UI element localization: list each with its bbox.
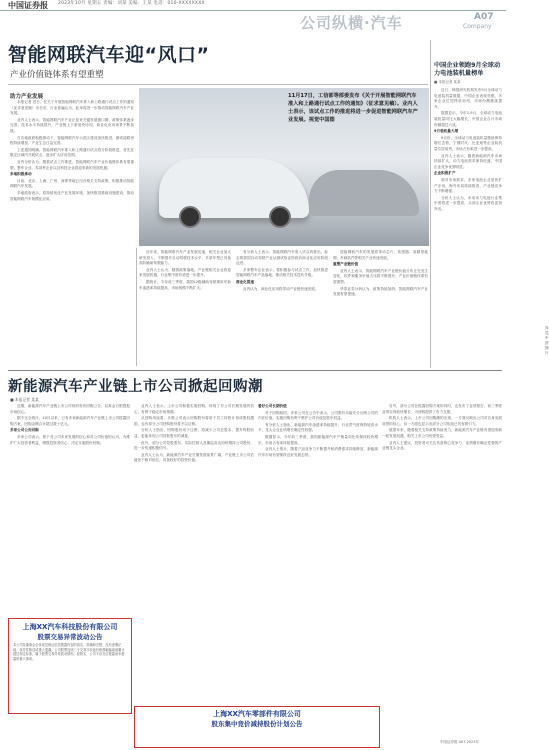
ad-2-company: 上海XX汽车零部件有限公司 xyxy=(213,710,301,718)
second-byline: ■ 本报记者 某某 xyxy=(10,397,39,402)
right-subsection-2: 企业积极扩产 xyxy=(434,171,456,176)
ad-1-body: 本公司及董事会全体成员保证信息披露内容的真实、准确和完整，没有虚假记载、误导性陈述或重大遗漏。公司股票连续三个交易日收盘价格涨幅偏离值累计超过规定标准，属于股票交易异常波动情形。经核实，公司不存在应披露而未披露的重大事项。 xyxy=(13,643,125,661)
second-column-2: 业内人士表示，上市公司积极实施回购，体现了对公司长期发展的信心，有利于稳定市场预期。 从回购用途看，多数公司表示回购股份将用于员工持股计划或股权激励，也有部分公司回购股份将予以注销。 分析人士指出，回购股份用于注销，将减少公司总股本，提升每股收益，更能体现公司回报股东的诚意。 此外，部分公司控股股东、实际控制人及董监高也纷纷增持公司股份，进一步传递积极信号。 业内人士认为，新能源汽车产业长期发展前景广阔，产业链上市公司估值处于相对低位，具备较好的投资价值。 xyxy=(134,404,254,463)
section-title: 公司纵横·汽车 xyxy=(300,14,403,32)
column-divider xyxy=(136,248,137,366)
second-column-1: 近期，新能源汽车产业链上市公司纷纷发布回购公告，以真金白银提振市场信心。 据不完全统计，10月以来，已有多家新能源汽车产业链上市公司披露回购方案，回购金额合计超过数十亿元。 多家公司公告回购 多家公司表示，基于对公司未来发展的信心和对公司价值的认可，为维护广大投资者利益，增强投资者信心，决定实施股份回购。 xyxy=(10,404,130,445)
lead-column-4: 智能网联汽车的发展将带动芯片、传感器、高精度地图、车载软件等相关产业快速发展。 重塑产业链价值 业内人士表示，智能网联汽车产业链价值分布正在发生变化，软件和服务价值占比将不断提升，产业价值链体系有望重塑。 华泰证券分析认为，政策持续加码，智能网联汽车产业发展有望提速。 xyxy=(333,250,428,297)
footer-note: 中国证券报 A07 2023年 xyxy=(440,740,479,744)
grey-car-image xyxy=(309,170,419,216)
subsection-heading-1: 多地积极推动 xyxy=(10,172,32,177)
headline-divider xyxy=(8,84,428,85)
ad-box-1 xyxy=(8,618,132,714)
ad-1-title: 股票交易异常波动公告 xyxy=(37,633,103,641)
right-subsection-1: 9月装机量大增 xyxy=(434,129,459,134)
second-column-3: 看好公司长期价值 对于回购原因，多家公司在公告中表示，公司股价未能充分反映公司的内在价值，实施回购有利于维护公司价值及股东权益。 有分析人士指出，新能源汽车渗透率持续提升，行业景气度保持较高水平，龙头企业业绩增长确定性较强。 数据显示，今年前三季度，我国新能源汽车产销量同比均保持较快增长，市场占有率持续提高。 业内人士预计，随着产品竞争力不断提升和消费需求持续释放，新能源汽车市场有望保持良好发展态势。 xyxy=(258,404,378,457)
masthead: 中国证券报 xyxy=(8,0,48,10)
car-wheel xyxy=(269,206,291,228)
subsection-heading-2: 商业化提速 xyxy=(236,279,254,284)
lead-column-3: 有分析人士表示，智能网联汽车准入试点的推出，标志着我国自动驾驶产业从测试验证阶段向商业化应用阶段迈进。 多家整车企业表示，将积极参与试点工作，加快推进智能网联汽车产品落地，推动相关技术迭代升级。 商业化提速 业内认为，商业化应用将带动产业链快速发展。 xyxy=(236,250,328,291)
subsection-heading-3: 重塑产业链价值 xyxy=(333,262,359,267)
right-story-body: 近日，韩国研究机构发布9月全球动力电池装机量数据，中国企业表现亮眼，多家企业位居榜单前列，市场份额继续提升。 数据显示，今年1-9月，全球动力电池装机量同比大幅增长，中国企业合计市场份额超过六成。 9月装机量大增 9月份，全球动力电池装机量继续保持增长态势，宁德时代、比亚迪等企业装机量位居前列，市场占有率进一步提高。 业内人士表示，随着新能源汽车市场持续扩大，动力电池需求保持旺盛，中国企业竞争优势明显。 企业积极扩产 面对市场需求，多家电池企业加快扩产步伐，海外布局持续推进，产业链竞争力不断增强。 分析人士认为，未来动力电池行业集中度将进一步提高，头部企业优势将更加突出。 xyxy=(434,88,502,211)
ad-box-2 xyxy=(134,706,380,748)
lead-column-2: 近年来，智能网联汽车产业发展迅速，相关企业加大研发投入，不断提升自动驾驶技术水平，多款车型已具备高阶辅助驾驶能力。 业内人士认为，随着政策落地，产业链相关企业将迎来发展机遇，行业集中度有望进一步提升。 据统计，今年前三季度，我国L2级辅助驾驶乘用车新车渗透率持续提高，市场规模不断扩大。 xyxy=(139,250,231,290)
page-number: A07 xyxy=(474,12,494,22)
ad-2-title: 股东集中竞价减持股份计划公告 xyxy=(211,720,303,728)
car-wheel xyxy=(179,206,201,228)
photo-caption: 11月17日，工信部等部委发布《关于开展智能网联汽车准入和上路通行试点工作的通知》（征求意见稿）。业内人士表示，该试点工作的推进将进一步促进智能网联汽车产业发展。视觉中国图 xyxy=(288,93,418,123)
right-story-title: 中国企业领跑9月全球动力电池装机量榜单 xyxy=(434,62,501,77)
right-story-byline: ■ 本报记者 某某 xyxy=(434,80,461,84)
masthead-links: 2023年10月 星期五 责编：刘某 美编：王某 电话：010-XXXXXXXX xyxy=(58,1,205,6)
lead-headline: 智能网联汽车迎“风口” xyxy=(8,44,210,66)
section-divider xyxy=(8,370,502,371)
company-label: Company xyxy=(463,23,492,30)
lead-subhead: 产业价值链体系有望重塑 xyxy=(10,70,104,80)
lead-label: 助力产业发展 xyxy=(10,94,44,100)
second-column-4: 另外，部分公司在披露回购方案的同时，也发布了业绩预告，前三季度业绩实现较快增长，为回购提供了有力支撑。 机构人士表示，上市公司回购潮的出现，一方面反映出公司对自身发展前景的信心，另一方面也显示出部分公司估值已具有吸引力。 展望未来，随着相关支持政策持续发力，新能源汽车产业链有望迎来新一轮发展机遇，相关上市公司有望受益。 业内人士建议，投资者可关注具备核心竞争力、业绩增长确定性强的产业链龙头企业。 xyxy=(382,404,502,451)
second-subsection-1: 多家公司公告回购 xyxy=(10,428,39,433)
ad-1-company: 上海XX汽车科技股份有限公司 xyxy=(22,623,118,631)
photo-credit: 视觉中国图片 xyxy=(545,326,549,355)
right-column-divider xyxy=(430,40,431,368)
second-subsection-2: 看好公司长期价值 xyxy=(258,404,287,408)
second-headline: 新能源汽车产业链上市公司掀起回购潮 xyxy=(8,379,263,395)
lead-column-1: 本报记者 近日，在关于开展智能网联汽车准入和上路通行试点工作的通知（征求意见稿）出台后，行业普遍认为，此举将进一步推动智能网联汽车产业发展。 业内人士表示，智能网联汽车产业正迎来关键发展窗口期，政策体系逐步完善，技术水平持续提升，产业链上下游加快协同，商业化应用场景不断拓展。 在各地政府积极推动下，智能网联汽车示范区建设加快推进，测试道路里程持续增加，产业生态日益完善。 上述通知明确，智能网联汽车准入和上路通行试点将分阶段推进，首先在限定区域内开展试点，逐步扩大应用范围。 业内分析认为，随着试点工作推进，智能网联汽车产业价值链体系有望重塑，整车企业、零部件企业以及科技企业将迎来新的发展机遇。 多地积极推动 目前，北京、上海、广州、深圳等地已出台相关支持政策，积极推动智能网联汽车发展。 多地政府表示，将持续优化产业发展环境，加快推进基础设施建设，推动智能网联汽车规模化应用。 xyxy=(10,100,134,201)
